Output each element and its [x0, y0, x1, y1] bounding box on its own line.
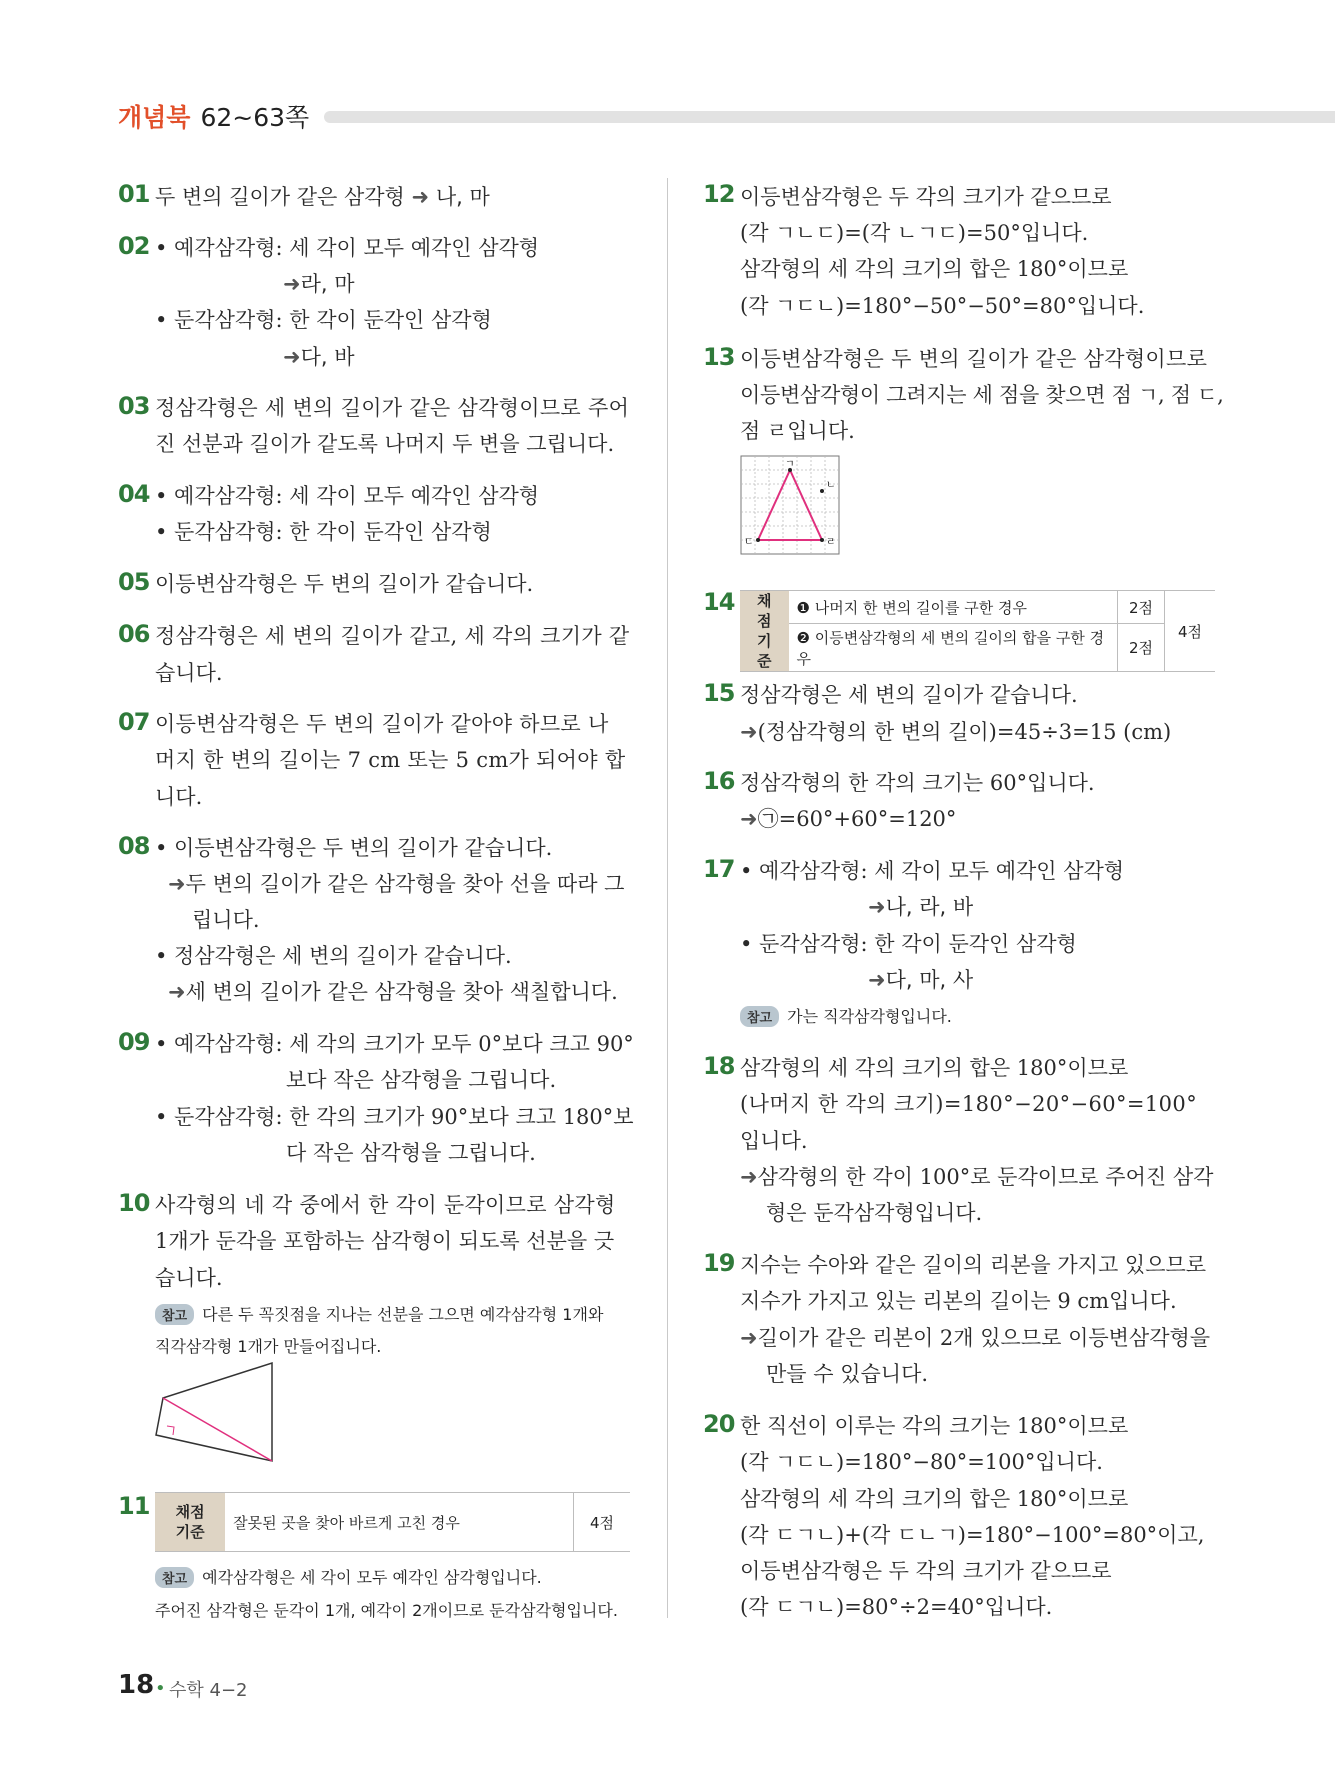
- page-number: 18: [118, 1670, 155, 1700]
- q12-line2: (각 ㄱㄴㄷ)=(각 ㄴㄱㄷ)=50°입니다.: [740, 221, 1089, 245]
- q08-line4: • 정삼각형은 세 변의 길이가 같습니다.: [155, 944, 512, 968]
- q14-total-points: 4점: [1165, 591, 1216, 672]
- q11-note2: 주어진 삼각형은 둔각이 1개, 예각이 2개이므로 둔각삼각형입니다.: [155, 1601, 618, 1620]
- q17-answer1: [868, 891, 973, 921]
- q12-number: 12: [703, 180, 735, 208]
- q19-line3-text: 길이가 같은 리본이 2개 있으므로 이등변삼각형을: [757, 1326, 1211, 1350]
- q13-line2: 이등변삼각형이 그려지는 세 점을 찾으면 점 ㄱ, 점 ㄷ,: [740, 383, 1224, 407]
- q13-grid-figure: [740, 455, 840, 555]
- q08-line3: 립니다.: [192, 908, 260, 932]
- right-angle-mark: [167, 1426, 174, 1435]
- criteria-key-1: 채점: [757, 592, 772, 630]
- q01-answer: 나, 마: [435, 185, 490, 209]
- q16-line2: [740, 803, 956, 833]
- q12-line1: 이등변삼각형은 두 각의 크기가 같으므로: [740, 185, 1112, 209]
- q20-line2: (각 ㄱㄷㄴ)=180°−80°=100°입니다.: [740, 1450, 1103, 1474]
- q14-criteria-1: ❶ 나머지 한 변의 길이를 구한 경우: [789, 591, 1118, 624]
- q12-line3: 삼각형의 세 각의 크기의 합은 180°이므로: [740, 257, 1129, 281]
- q17-answer2-text: 다, 마, 사: [885, 968, 974, 992]
- q11-note1-text: 예각삼각형은 세 각이 모두 예각인 삼각형입니다.: [202, 1568, 542, 1587]
- q04-number: 04: [118, 480, 150, 508]
- q18-line4: [740, 1161, 1213, 1191]
- q17-note: [740, 1004, 952, 1027]
- point-r: [820, 538, 824, 542]
- page-header: [118, 96, 309, 136]
- q09-line2: 보다 작은 삼각형을 그립니다.: [286, 1068, 557, 1092]
- q09-line3: • 둔각삼각형: 한 각의 크기가 90°보다 크고 180°보: [155, 1105, 634, 1129]
- header-pages: 62~63쪽: [200, 103, 310, 132]
- q11-note1: [155, 1565, 542, 1588]
- q07-line2: 머지 한 변의 길이는 7 cm 또는 5 cm가 되어야 합: [155, 748, 626, 772]
- arrow-right-icon: ➜: [283, 345, 301, 369]
- arrow-right-icon: ➜: [740, 1165, 758, 1189]
- point-d: [756, 538, 760, 542]
- q19-line1: 지수는 수아와 같은 길이의 리본을 가지고 있으므로: [740, 1253, 1207, 1277]
- q11-number: 11: [118, 1492, 150, 1520]
- q11-criteria: 잘못된 곳을 찾아 바르게 고친 경우: [225, 1493, 573, 1552]
- q11-points: 4점: [574, 1493, 631, 1552]
- q06-number: 06: [118, 620, 150, 648]
- q02-line2: • 둔각삼각형: 한 각이 둔각인 삼각형: [155, 308, 492, 332]
- q02-answer1: [283, 268, 355, 298]
- arrow-right-icon: ➜: [868, 968, 886, 992]
- q17-answer1-text: 나, 라, 바: [885, 895, 974, 919]
- q12-line4: (각 ㄱㄷㄴ)=180°−50°−50°=80°입니다.: [740, 294, 1145, 318]
- q17-line1: • 예각삼각형: 세 각이 모두 예각인 삼각형: [740, 859, 1125, 883]
- q20-line4: (각 ㄷㄱㄴ)+(각 ㄷㄴㄱ)=180°−100°=80°이고,: [740, 1523, 1205, 1547]
- q10-note1: [155, 1302, 603, 1325]
- q04-line2: • 둔각삼각형: 한 각이 둔각인 삼각형: [155, 520, 492, 544]
- q15-line2: [740, 716, 1171, 746]
- arrow-right-icon: ➜: [168, 980, 186, 1004]
- q06-line2: 습니다.: [155, 661, 223, 685]
- bullet-icon: •: [155, 1678, 166, 1699]
- q13-line1: 이등변삼각형은 두 변의 길이가 같은 삼각형이므로: [740, 347, 1208, 371]
- q02-answer2-text: 다, 바: [300, 345, 355, 369]
- q05-number: 05: [118, 568, 150, 596]
- q18-line1: 삼각형의 세 각의 크기의 합은 180°이므로: [740, 1056, 1129, 1080]
- q20-line1: 한 직선이 이루는 각의 크기는 180°이므로: [740, 1414, 1129, 1438]
- q08-number: 08: [118, 832, 150, 860]
- arrow-right-icon: ➜: [868, 895, 886, 919]
- q07-line3: 니다.: [155, 785, 203, 809]
- q17-note-text: 가는 직각삼각형입니다.: [787, 1007, 952, 1026]
- q05-line1: 이등변삼각형은 두 변의 길이가 같습니다.: [155, 572, 534, 596]
- q08-line5-text: 세 변의 길이가 같은 삼각형을 찾아 색칠합니다.: [185, 980, 618, 1004]
- q01-number: 01: [118, 180, 150, 208]
- q20-line3: 삼각형의 세 각의 크기의 합은 180°이므로: [740, 1487, 1129, 1511]
- label-n: ㄴ: [826, 480, 836, 491]
- criteria-key: [155, 1493, 225, 1552]
- q14-number: 14: [703, 588, 735, 616]
- arrow-right-icon: ➜: [740, 1326, 758, 1350]
- label-r: ㄹ: [826, 537, 836, 548]
- q19-line2: 지수가 가지고 있는 리본의 길이는 9 cm입니다.: [740, 1289, 1177, 1313]
- criteria-key-1: 채점: [175, 1503, 205, 1521]
- q01-text: 두 변의 길이가 같은 삼각형: [155, 185, 405, 209]
- q15-line2-text: (정삼각형의 한 변의 길이)=45÷3=15 (cm): [757, 720, 1172, 744]
- q02-answer2: [283, 341, 355, 371]
- q03-line2: 진 선분과 길이가 같도록 나머지 두 변을 그립니다.: [155, 432, 615, 456]
- arrow-right-icon: ➜: [740, 720, 758, 744]
- q10-line3: 습니다.: [155, 1266, 223, 1290]
- q03-line1: 정삼각형은 세 변의 길이가 같은 삼각형이므로 주어: [155, 396, 630, 420]
- arrow-right-icon: ➜: [168, 872, 186, 896]
- column-divider: [667, 178, 668, 1618]
- q07-number: 07: [118, 708, 150, 736]
- label-d: ㄷ: [744, 537, 754, 548]
- quadrilateral: [156, 1363, 272, 1461]
- q02-number: 02: [118, 232, 150, 260]
- criteria-key-2: 기준: [757, 632, 772, 670]
- arrow-right-icon: ➜: [283, 272, 301, 296]
- q06-line1: 정삼각형은 세 변의 길이가 같고, 세 각의 크기가 같: [155, 624, 630, 648]
- q08-line5: [168, 976, 618, 1006]
- q02-line1: • 예각삼각형: 세 각이 모두 예각인 삼각형: [155, 236, 540, 260]
- q16-line2-text: ㉠=60°+60°=120°: [757, 807, 957, 831]
- q19-number: 19: [703, 1249, 735, 1277]
- q08-line2: [168, 868, 624, 898]
- q15-number: 15: [703, 679, 735, 707]
- q18-line3: 입니다.: [740, 1129, 808, 1153]
- arrow-right-icon: ➜: [740, 807, 758, 831]
- q10-line2: 1개가 둔각을 포함하는 삼각형이 되도록 선분을 긋: [155, 1229, 615, 1253]
- note-tag: 참고: [155, 1567, 194, 1588]
- criteria-key-2: 기준: [175, 1523, 205, 1541]
- q10-note2: 직각삼각형 1개가 만들어집니다.: [155, 1337, 382, 1356]
- q03-number: 03: [118, 392, 150, 420]
- q19-line4: 만들 수 있습니다.: [766, 1362, 929, 1386]
- q19-line3: [740, 1322, 1210, 1352]
- q20-line6: (각 ㄷㄱㄴ)=80°÷2=40°입니다.: [740, 1595, 1053, 1619]
- q14-criteria-table: [740, 590, 1215, 672]
- q01-line: [155, 181, 490, 211]
- q09-number: 09: [118, 1028, 150, 1056]
- q14-points-2: 2점: [1118, 624, 1165, 672]
- q16-line1: 정삼각형의 한 각의 크기는 60°입니다.: [740, 771, 1095, 795]
- q15-line1: 정삼각형은 세 변의 길이가 같습니다.: [740, 683, 1078, 707]
- q17-answer2: [868, 964, 973, 994]
- q10-quadrilateral-figure: [150, 1358, 280, 1468]
- q18-line2: (나머지 한 각의 크기)=180°−20°−60°=100°: [740, 1092, 1198, 1116]
- q13-number: 13: [703, 343, 735, 371]
- q02-answer1-text: 라, 마: [300, 272, 355, 296]
- q09-line4: 다 작은 삼각형을 그립니다.: [286, 1141, 536, 1165]
- q16-number: 16: [703, 767, 735, 795]
- q20-line5: 이등변삼각형은 두 각의 크기가 같으므로: [740, 1559, 1112, 1583]
- book-title: 수학 4−2: [169, 1680, 248, 1701]
- q08-line1: • 이등변삼각형은 두 변의 길이가 같습니다.: [155, 836, 553, 860]
- q09-line1: • 예각삼각형: 세 각의 크기가 모두 0°보다 크고 90°: [155, 1032, 634, 1056]
- q10-line1: 사각형의 네 각 중에서 한 각이 둔각이므로 삼각형: [155, 1193, 616, 1217]
- q18-number: 18: [703, 1052, 735, 1080]
- criteria-key: [740, 591, 789, 672]
- q14-criteria-2: ❷ 이등변삼각형의 세 변의 길이의 합을 구한 경우: [789, 624, 1118, 672]
- note-tag: 참고: [740, 1006, 779, 1027]
- q17-line2: • 둔각삼각형: 한 각이 둔각인 삼각형: [740, 932, 1077, 956]
- q10-note1-text: 다른 두 꼭짓점을 지나는 선분을 그으면 예각삼각형 1개와: [202, 1305, 604, 1324]
- q14-points-1: 2점: [1118, 591, 1165, 624]
- q07-line1: 이등변삼각형은 두 변의 길이가 같아야 하므로 나: [155, 712, 609, 736]
- q17-number: 17: [703, 855, 735, 883]
- diagonal-line: [163, 1398, 272, 1461]
- label-g: ㄱ: [785, 459, 795, 470]
- q08-line2-text: 두 변의 길이가 같은 삼각형을 찾아 선을 따라 그: [185, 872, 625, 896]
- q13-line3: 점 ㄹ입니다.: [740, 419, 855, 443]
- arrow-right-icon: ➜: [411, 185, 430, 209]
- header-bar: [324, 111, 1335, 123]
- note-tag: 참고: [155, 1304, 194, 1325]
- point-n: [820, 489, 824, 493]
- q18-line4-text: 삼각형의 한 각이 100°로 둔각이므로 주어진 삼각: [757, 1165, 1214, 1189]
- q20-number: 20: [703, 1410, 735, 1438]
- q18-line5: 형은 둔각삼각형입니다.: [766, 1201, 983, 1225]
- q04-line1: • 예각삼각형: 세 각이 모두 예각인 삼각형: [155, 484, 540, 508]
- q11-criteria-table: [155, 1492, 630, 1552]
- q10-number: 10: [118, 1189, 150, 1217]
- header-label: 개념북: [118, 103, 191, 132]
